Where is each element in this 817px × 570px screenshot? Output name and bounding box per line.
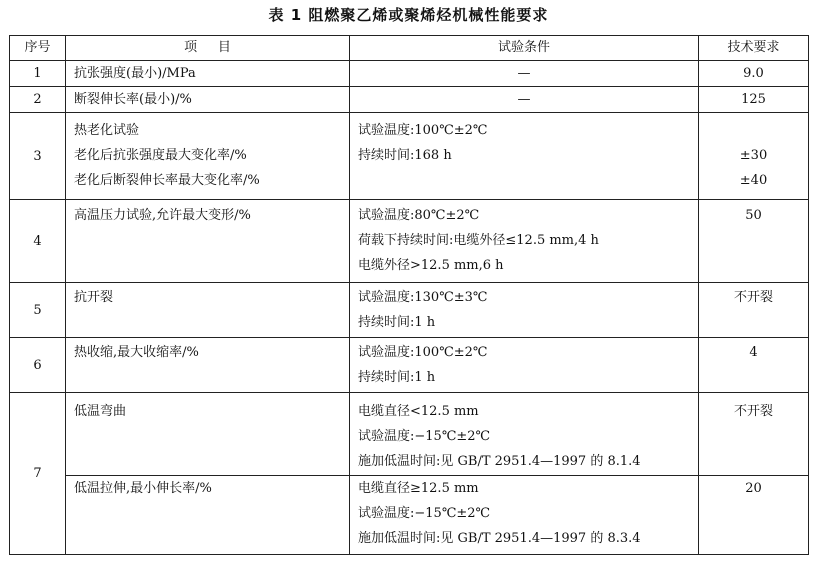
requirements-table (9, 35, 809, 555)
row-no: 4 (10, 200, 66, 283)
item-text: 热收缩,最大收缩率/% (74, 345, 199, 360)
row-req (699, 476, 809, 555)
row-cond (350, 338, 699, 393)
row-req (699, 113, 809, 200)
row-cond (350, 476, 699, 555)
table-row (10, 87, 809, 113)
req-text: 125 (741, 92, 766, 107)
table-row (10, 393, 809, 476)
item-text: 低温拉伸,最小伸长率/% (74, 481, 212, 496)
header-no: 序号 (10, 36, 66, 61)
table-row (10, 61, 809, 87)
cond-text: 电缆直径≥12.5 mm (358, 481, 479, 496)
item-text: 抗开裂 (74, 290, 114, 305)
cond-text: 持续时间:1 h (358, 370, 436, 385)
item-text: 高温压力试验,允许最大变形/% (74, 208, 251, 223)
req-text: ±40 (739, 173, 768, 188)
item-text: 抗张强度(最小)/MPa (74, 66, 196, 81)
row-no: 2 (10, 87, 66, 113)
row-no: 6 (10, 338, 66, 393)
cond-text: 电缆直径<12.5 mm (358, 404, 479, 419)
table-row (10, 338, 809, 393)
row-cond (350, 283, 699, 338)
row-req (699, 87, 809, 113)
row-no: 7 (10, 393, 66, 555)
header-item: 项 目 (66, 36, 350, 61)
cond-text: 持续时间:168 h (358, 148, 452, 163)
cond-text: 试验温度:−15℃±2℃ (358, 429, 491, 444)
cond-text: — (517, 92, 531, 107)
cond-text: 持续时间:1 h (358, 315, 436, 330)
req-text: 9.0 (743, 66, 764, 81)
req-text: 不开裂 (733, 290, 773, 305)
row-cond (350, 87, 699, 113)
row-item (66, 113, 350, 200)
table-title: 表 1 阻燃聚乙烯或聚烯烃机械性能要求 (268, 6, 549, 24)
row-req (699, 61, 809, 87)
table-row (10, 283, 809, 338)
row-no: 3 (10, 113, 66, 200)
row-req (699, 200, 809, 283)
cond-text: 试验温度:−15℃±2℃ (358, 506, 491, 521)
cond-text: — (517, 66, 531, 81)
cond-text: 试验温度:100℃±2℃ (358, 345, 488, 360)
row-item (66, 87, 350, 113)
item-text: 断裂伸长率(最小)/% (74, 92, 192, 107)
item-text: 老化后抗张强度最大变化率/% (74, 148, 247, 163)
row-cond (350, 200, 699, 283)
row-cond (350, 393, 699, 476)
cond-text: 荷载下持续时间:电缆外径≤12.5 mm,4 h (358, 233, 599, 248)
row-item (66, 61, 350, 87)
req-text: 50 (745, 208, 762, 223)
req-text: 不开裂 (733, 404, 773, 419)
table-row (10, 113, 809, 200)
row-no: 5 (10, 283, 66, 338)
table-row (10, 476, 809, 555)
cond-text: 试验温度:130℃±3℃ (358, 290, 488, 305)
req-text: 20 (745, 481, 762, 496)
cond-text: 试验温度:80℃±2℃ (358, 208, 480, 223)
row-item (66, 338, 350, 393)
req-text: ±30 (739, 148, 768, 163)
row-item (66, 283, 350, 338)
cond-text: 施加低温时间:见 GB/T 2951.4—1997 的 8.3.4 (358, 531, 641, 546)
row-cond (350, 113, 699, 200)
row-req (699, 338, 809, 393)
header-row (10, 36, 809, 61)
item-text: 热老化试验 (74, 123, 140, 138)
item-text: 老化后断裂伸长率最大变化率/% (74, 173, 260, 188)
row-item (66, 393, 350, 476)
row-item (66, 200, 350, 283)
row-cond (350, 61, 699, 87)
cond-text: 试验温度:100℃±2℃ (358, 123, 488, 138)
header-cond: 试验条件 (350, 36, 699, 61)
header-req: 技术要求 (699, 36, 809, 61)
cond-text: 施加低温时间:见 GB/T 2951.4—1997 的 8.1.4 (358, 454, 641, 469)
cond-text: 电缆外径>12.5 mm,6 h (358, 258, 504, 273)
item-text: 低温弯曲 (74, 404, 127, 419)
row-no: 1 (10, 61, 66, 87)
row-req (699, 283, 809, 338)
table-row (10, 200, 809, 283)
row-item (66, 476, 350, 555)
req-text: 4 (749, 345, 758, 360)
row-req (699, 393, 809, 476)
